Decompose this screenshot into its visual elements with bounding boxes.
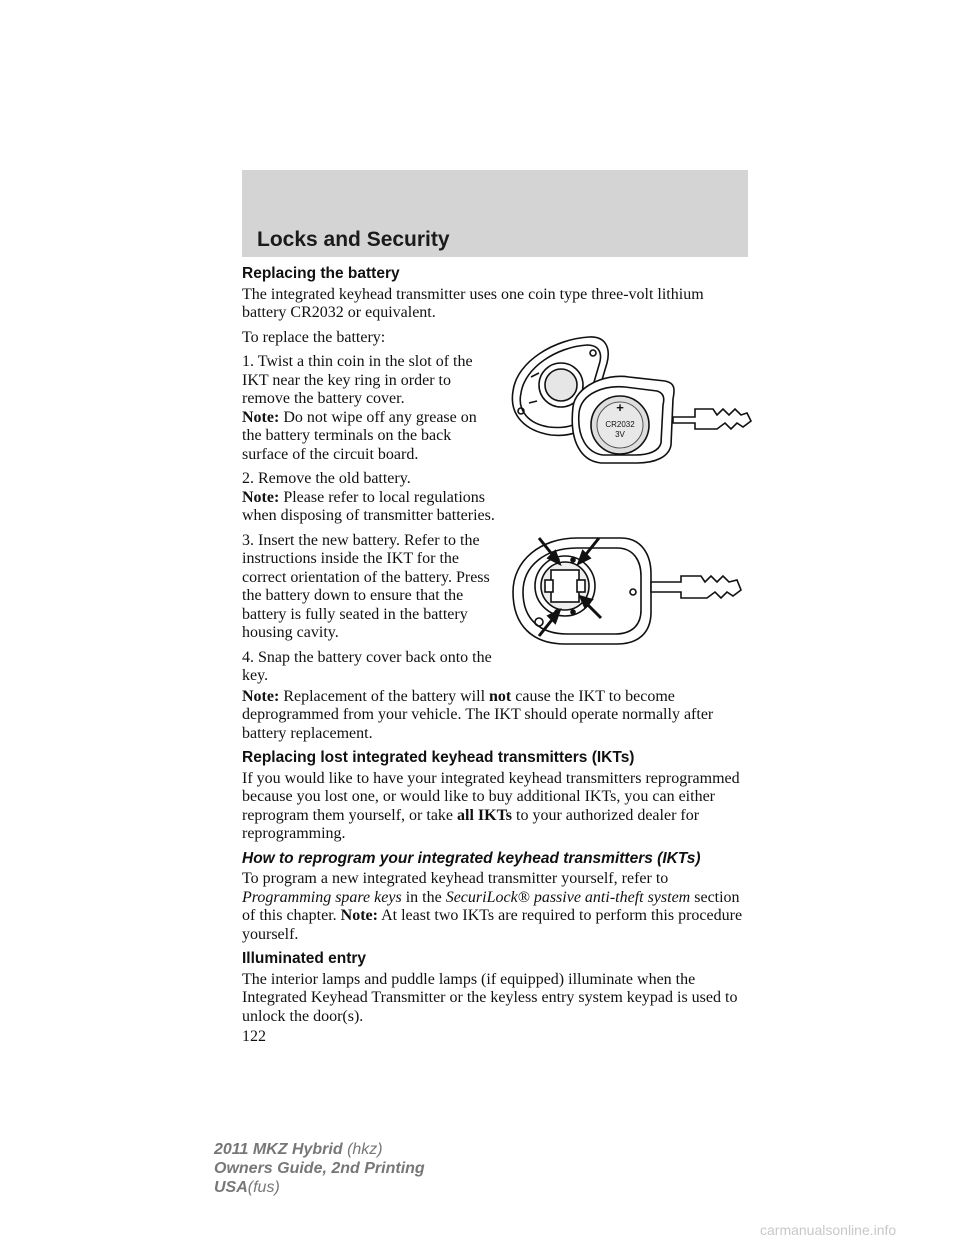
battery-final-note xyxy=(242,688,752,744)
battery-intro: The integrated keyhead transmitter uses one coin type three-volt lithium battery CR2032 or equivalent. xyxy=(242,285,704,321)
heading-reprogram-ikts: How to reprogram your integrated keyhead transmitters (IKTs) xyxy=(242,849,701,867)
page-title: Locks and Security xyxy=(257,228,450,251)
final-note-text-a: Replacement of the battery will xyxy=(283,687,490,705)
heading-replacing-lost-ikts: Replacing lost integrated keyhead transmitters (IKTs) xyxy=(242,749,635,766)
final-note-label: Note: xyxy=(242,687,280,705)
battery-voltage-label: 3V xyxy=(615,430,625,439)
battery-plus-label: + xyxy=(616,400,624,415)
document-footer xyxy=(214,1140,425,1197)
reprogram-text-a: To program a new integrated keyhead transmitter yourself, refer to xyxy=(242,870,669,887)
footer-line-3 xyxy=(214,1178,425,1197)
heading-illuminated-entry: Illuminated entry xyxy=(242,950,367,967)
lost-ikts-body xyxy=(242,770,752,844)
reprogram-text-b: in the xyxy=(401,888,446,906)
step-1 xyxy=(242,353,497,464)
reprogram-note: At least two IKTs are required to perform this procedure yourself. xyxy=(242,907,743,943)
reprogram-ref-1: Programming spare keys xyxy=(242,888,402,906)
step-2-text: 2. Remove the old battery. xyxy=(242,470,411,487)
footer-market: USA xyxy=(214,1179,248,1196)
reprogram-body xyxy=(242,870,752,944)
final-note-bold: not xyxy=(489,687,512,705)
illuminated-entry-body: The interior lamps and puddle lamps (if equipped) illuminate when the Integrated Keyhead Transmitter or the keyless entry system keypad is used to unlock the door(s). xyxy=(242,970,738,1025)
footer-line-1 xyxy=(214,1140,425,1159)
figure-battery-housing xyxy=(505,530,777,650)
battery-model-label: CR2032 xyxy=(605,420,635,429)
lost-ikts-text-a: If you would like to have your integrated keyhead transmitters reprogrammed because you lost one, or would like to buy additional IKTs, you can either reprogram them yourself, or take xyxy=(242,769,740,824)
to-replace-text: To replace the battery: xyxy=(242,328,386,346)
step-1-text: 1. Twist a thin coin in the slot of the IKT near the key ring in order to remove the battery cover. xyxy=(242,353,473,407)
step-1-note-label: Note: xyxy=(242,408,280,426)
lost-ikts-bold: all IKTs xyxy=(457,806,513,824)
lost-ikts-text-b: to your authorized dealer for reprogramming. xyxy=(242,806,700,842)
step-4: 4. Snap the battery cover back onto the key. xyxy=(242,648,492,684)
cr2032-battery xyxy=(591,396,649,454)
step-2 xyxy=(242,470,497,526)
watermark: carmanualsonline.info xyxy=(760,1222,897,1238)
heading-replacing-battery: Replacing the battery xyxy=(242,265,400,282)
final-note-text-b: cause the IKT to become deprogrammed from your vehicle. The IKT should operate normally after battery replacement. xyxy=(242,687,714,742)
figure-battery-cover-removed xyxy=(505,333,775,475)
step-2-note-label: Note: xyxy=(242,488,280,506)
footer-model-code: (hkz) xyxy=(347,1141,383,1158)
reprogram-text-c: section of this chapter. xyxy=(242,888,740,924)
reprogram-ref-2: SecuriLock® passive anti-theft system xyxy=(445,888,691,906)
step-2-note: Please refer to local regulations when disposing of transmitter batteries. xyxy=(242,488,495,524)
reprogram-note-label: Note: xyxy=(340,907,378,924)
footer-guide: Owners Guide, 2nd Printing xyxy=(214,1160,425,1177)
page-number: 122 xyxy=(242,1028,266,1045)
footer-market-code: (fus) xyxy=(247,1179,280,1196)
footer-model: 2011 MKZ Hybrid xyxy=(214,1141,343,1158)
step-3: 3. Insert the new battery. Refer to the instructions inside the IKT for the correct orientation of the battery. Press the battery down to ensure that the battery is fully seated in the battery housing cavity. xyxy=(242,531,490,641)
step-1-note: Do not wipe off any grease on the battery terminals on the back surface of the circuit board. xyxy=(242,408,477,463)
